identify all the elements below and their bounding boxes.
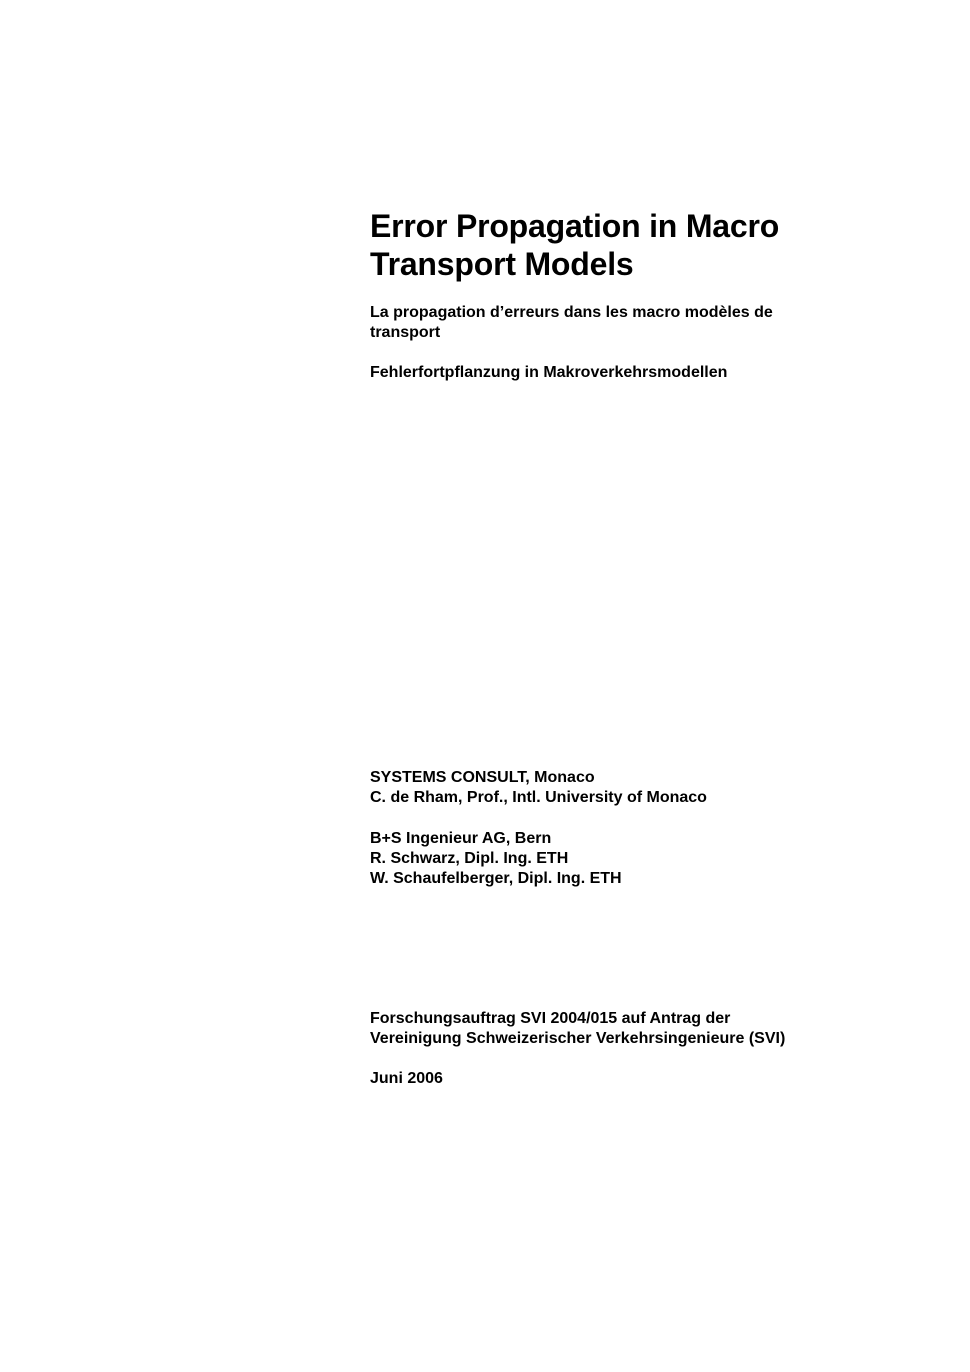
author-block-bs-ingenieur	[370, 829, 950, 889]
document-title-line-1: Error Propagation in Macro	[370, 208, 780, 244]
publication-date: Juni 2006	[370, 1070, 443, 1087]
author-organization: SYSTEMS CONSULT, Monaco	[370, 769, 595, 786]
document-title-line-2: Transport Models	[370, 246, 634, 282]
subtitle-french	[370, 303, 950, 343]
document-title	[370, 207, 950, 283]
subtitle-french-line-1: La propagation d’erreurs dans les macro modèles de	[370, 304, 773, 321]
research-commission	[370, 1009, 950, 1049]
subtitle-french-line-2: transport	[370, 324, 441, 341]
research-commission-line-1: Forschungsauftrag SVI 2004/015 auf Antrag der	[370, 1010, 731, 1027]
author-person: W. Schaufelberger, Dipl. Ing. ETH	[370, 870, 622, 887]
subtitle-german: Fehlerfortpflanzung in Makroverkehrsmodellen	[370, 364, 728, 381]
author-person: R. Schwarz, Dipl. Ing. ETH	[370, 850, 569, 867]
research-commission-line-2: Vereinigung Schweizerischer Verkehrsingenieure (SVI)	[370, 1030, 786, 1047]
author-organization: B+S Ingenieur AG, Bern	[370, 830, 552, 847]
author-person: C. de Rham, Prof., Intl. University of Monaco	[370, 789, 707, 806]
author-block-systems-consult	[370, 768, 950, 808]
